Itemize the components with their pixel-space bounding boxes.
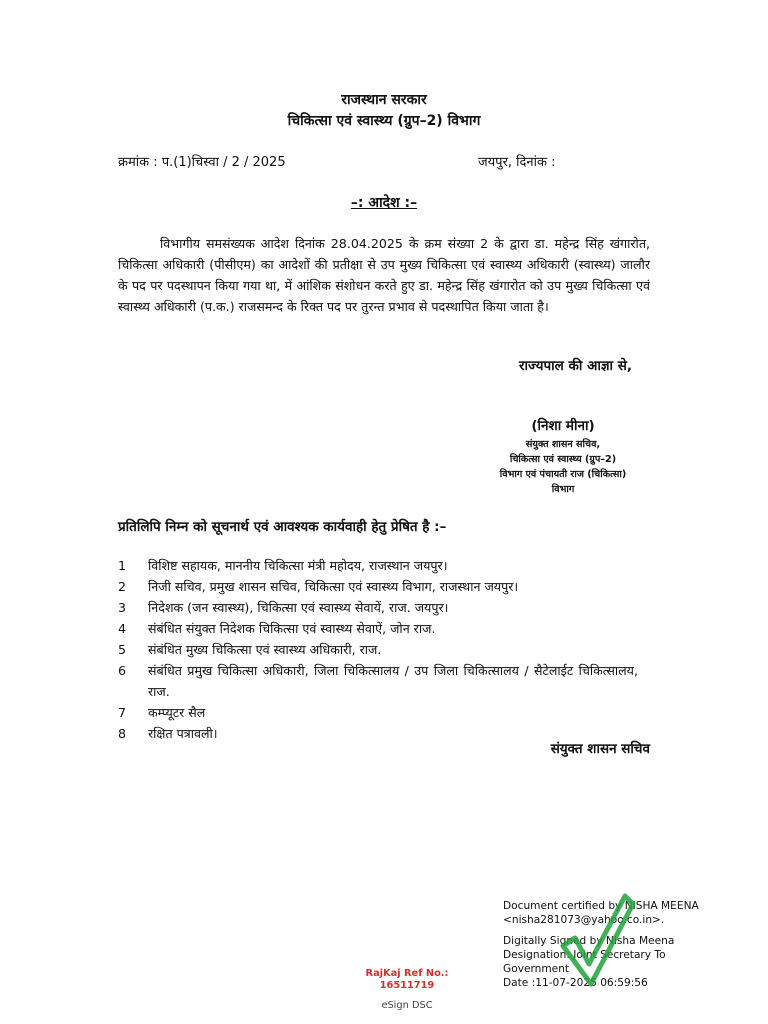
list-item (118, 639, 638, 660)
list-item-text: रक्षित पत्रावली। (148, 726, 218, 741)
signatory-line-3: विभाग एवं पंचायती राज (चिकित्सा) (499, 469, 627, 480)
list-item-number: 3 (118, 600, 127, 615)
list-item-text: विशिष्ट सहायक, माननीय चिकित्सा मंत्री महोदय, राजस्थान जयपुर। (148, 558, 448, 573)
order-body-paragraph: विभागीय समसंख्यक आदेश दिनांक 28.04.2025 के क्रम संख्या 2 के द्वारा डा. महेन्द्र सिंह खंगारोत, चिकित्सा अधिकारी (पीसीएम) का आदेशों की प्रतीक्षा से उप मुख्य चिकित्सा एवं स्वास्थ्य अधिकारी (स्वास्थ्य) जालौर के पद पर पदस्थापन किया गया था, में आंशिक संशोधन करते हुए डा. महेन्द्र सिंह खंगारोत को उप मुख्य चिकित्सा एवं स्वास्थ्य अधिकारी (प.क.) राजसमन्द के रिक्त पद पर तुरन्त प्रभाव से पदस्थापित किया जाता है। (118, 236, 650, 314)
list-item-text: संबंधित संयुक्त निदेशक चिकित्सा एवं स्वास्थ्य सेवाऐं, जोन राज. (148, 621, 436, 636)
list-item (118, 555, 638, 576)
copy-to-list (118, 555, 638, 744)
rajkaj-ref-number: 16511719 (379, 980, 435, 991)
list-item (118, 618, 638, 639)
by-order-line: राज्यपाल की आज्ञा से, (518, 358, 632, 374)
certified-by-line: Document certified by NISHA MEENA (503, 900, 699, 912)
list-item-number: 4 (118, 621, 127, 636)
esign-dsc-label: eSign DSC (381, 1000, 433, 1011)
checkmark-icon (557, 884, 637, 994)
list-item-number: 8 (118, 726, 127, 741)
signatory-line-1: संयुक्त शासन सचिव, (525, 439, 601, 450)
designation-line: Designation: Joint Secretary To (503, 949, 666, 961)
list-item-text: संबंधित प्रमुख चिकित्सा अधिकारी, जिला चिकित्सालय / उप जिला चिकित्सालय / सैटेलाईट चिकित्सालय, राज. (148, 663, 638, 699)
list-item-text: कम्प्यूटर सैल (148, 705, 206, 720)
list-item-text: निदेशक (जन स्वास्थ्य), चिकित्सा एवं स्वास्थ्य सेवायें, राज. जयपुर। (148, 600, 449, 615)
department-name: चिकित्सा एवं स्वास्थ्य (ग्रुप–2) विभाग (287, 113, 481, 129)
list-item-number: 1 (118, 558, 127, 573)
signatory-line-4: विभाग (551, 484, 575, 495)
designation-continued-line: Government (503, 963, 570, 975)
certified-email-line: <nisha281073@yahoo.co.in>. (503, 914, 665, 926)
list-item-number: 7 (118, 705, 127, 720)
signatory-designation (470, 437, 656, 497)
list-item-number: 5 (118, 642, 127, 657)
list-item (118, 597, 638, 618)
closing-designation: संयुक्त शासन सचिव (550, 741, 650, 757)
list-item-text: संबंधित मुख्य चिकित्सा एवं स्वास्थ्य अधिकारी, राज. (148, 642, 382, 657)
signatory-name: (निशा मीना) (531, 418, 595, 434)
list-item (118, 660, 638, 702)
list-item-text: निजी सचिव, प्रमुख शासन सचिव, चिकित्सा एवं स्वास्थ्य विभाग, राजस्थान जयपुर। (148, 579, 519, 594)
place-date: जयपुर, दिनांक : (478, 155, 556, 170)
list-item (118, 576, 638, 597)
sign-date-line: Date :11-07-2025 06:59:56 (503, 977, 648, 989)
copy-to-heading: प्रतिलिपि निम्न को सूचनार्थ एवं आवश्यक कार्यवाही हेतु प्रेषित है :– (118, 519, 447, 535)
government-name: राजस्थान सरकार (341, 92, 427, 108)
order-title: –: आदेश :– (350, 195, 418, 211)
signatory-line-2: चिकित्सा एवं स्वास्थ्य (ग्रुप–2) (509, 454, 617, 465)
list-item-number: 6 (118, 663, 127, 678)
digitally-signed-line: Digitally Signed by Nisha Meena (503, 935, 675, 947)
reference-number: क्रमांक : प.(1)चिस्वा / 2 / 2025 (118, 155, 286, 170)
rajkaj-reference (352, 968, 462, 992)
list-item-number: 2 (118, 579, 127, 594)
rajkaj-ref-label: RajKaj Ref No.: (365, 968, 449, 979)
list-item (118, 702, 638, 723)
